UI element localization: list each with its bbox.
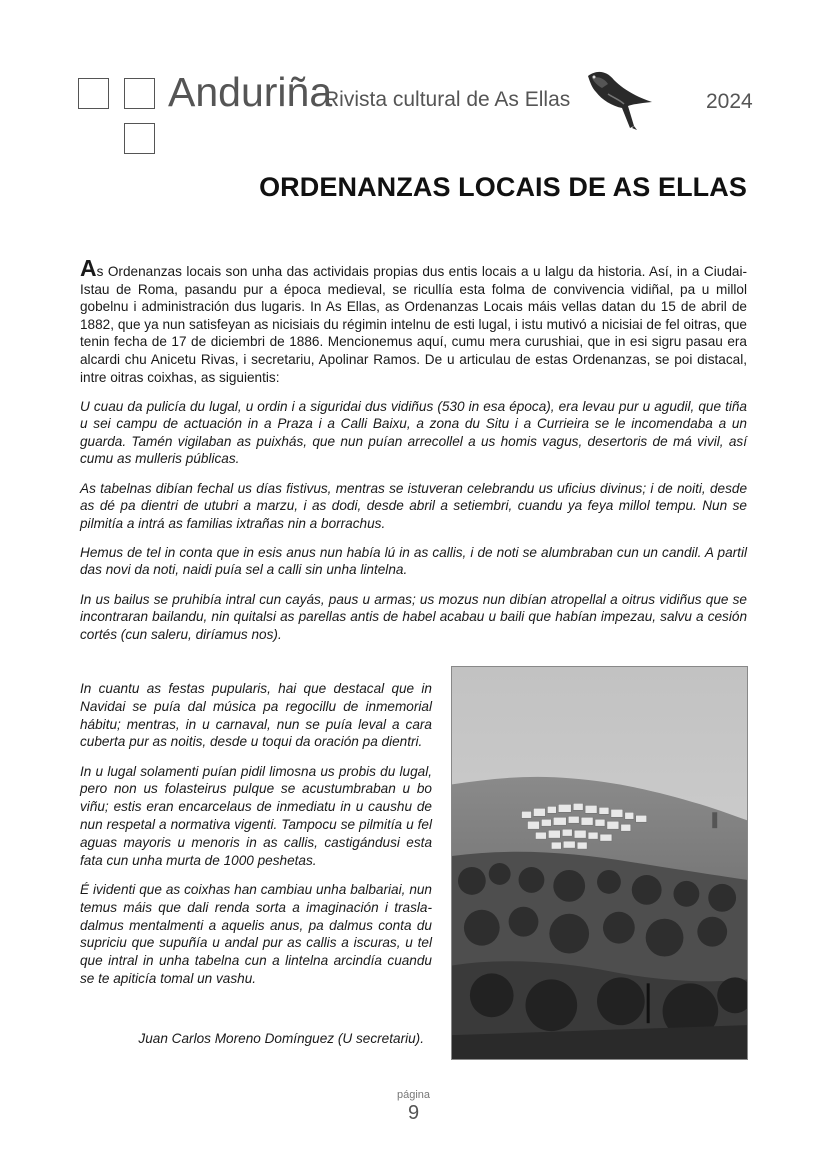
- page-number: 9: [407, 1102, 420, 1124]
- column-paragraph: É ividenti que as coixhas han cambiau unha balbariai, nun temus máis que dali renda sorta a imaginación i trasla-dalmus mentalmenti a aquelis anus, pa dalmus conta du supriciu que supuñía u andal pur as callis a iscuras, u tel que intral in unha tabelna cun a lintelna arcindía cuandu se te apiticía tomal un vashu.: [80, 881, 432, 986]
- intro-text: s Ordenanzas locais son unha das actividais propias dus entis locais a u lalgu da historia. Así, in a Ciudai-Istau de Roma, pasandu pur a época medieval, se ricullía esta folma de convivencia vidiñal, pa u millol gobelnu i administración dus lugaris. In As Ellas, as Ordenanzas Locais máis vellas datan du 15 de abril de 1882, que ya nun satisfeyan as nicisiais du régimin intelnu de esti lugal, i istu mutivó a nicisiai de fel oitras, que tenin fecha de 17 de diciembri de 1886. Mencionemus aquí, cumu mera curushiai, que in esi sigru pasau era alcardi chu Anicetu Rivas, i secretariu, Apolinar Ramos. De u articulau de estas Ordenanzas, se poi distacal, intre oitras coixhas, as siguientis:: [80, 264, 747, 385]
- column-paragraph: In cuantu as festas pupularis, hai que destacal que in Navidai se puía dal música pa regocillu de inmemorial hábitu; mentras, in u carnaval, nun se puía leval a cara cuberta pur as noitis, desde u toqui da oración pa dientri.: [80, 681, 432, 750]
- author-signature: Juan Carlos Moreno Domínguez (U secretariu).: [138, 1031, 424, 1046]
- header-square-3: [124, 123, 155, 154]
- magazine-subtitle: Rivista cultural de As Ellas: [324, 88, 571, 111]
- drop-cap: A: [80, 255, 97, 281]
- intro-paragraph: [80, 257, 747, 386]
- swallow-bird-icon: [582, 66, 658, 132]
- article-body: [80, 257, 747, 655]
- column-paragraph: In u lugal solamenti puían pidil limosna us probis du lugal, pero non us folasteirus pulque se acustumbraban u bo viñu; estis eran encarcelaus de inmediatu in u caushu de nun respetal a normativa vigenti. Tampocu se pilmitía u fel aguas mayoris u menoris in as callis, castigándusi esta fata cun unha murta de 1000 peshetas.: [80, 763, 432, 868]
- italic-paragraph: Hemus de tel in conta que in esis anus nun había lú in as callis, i de noti se alumbraban cun un candil. A partil das novi da noti, naidi puía sel a calli sin unha lintelna.: [80, 544, 747, 578]
- header-square-1: [78, 78, 109, 109]
- issue-year: 2024: [706, 90, 753, 113]
- magazine-name: Anduriña: [168, 69, 333, 115]
- header-square-2: [124, 78, 155, 109]
- page-label: página: [396, 1089, 431, 1101]
- italic-paragraph: As tabelnas dibían fechal us días fistivus, mentras se istuveran celebrandu us uficius divinus; i de noiti, desde as dé pa dientri de utubri a marzu, i as dodi, desde abril a setiembri, cuandu ya feya millol tempu. Nun se pilmitía a intrá as familias ixtrañas nin a borrachus.: [80, 480, 747, 531]
- italic-paragraph: In us bailus se pruhibía intral cun cayás, paus u armas; us mozus nun dibían atropellal a oitrus vidiñus que se incontraran bailandu, nin quitalsi as parellas antis de habel acabau u baili que habían impezau, salvu a cesión cortés (cun saleru, diríamus nos).: [80, 591, 747, 642]
- village-photo: [451, 666, 748, 1060]
- article-title: ORDENANZAS LOCAIS DE AS ELLAS: [259, 172, 747, 202]
- left-column: [80, 680, 432, 999]
- italic-paragraph: U cuau da pulicía du lugal, u ordin i a siguridai dus vidiñus (530 in esa época), era levau pur u agudil, que tiña u sei campu de actuación in a Praza i a Calli Baixu, a zona du Situ i a Currieira se le incomendaba a un guarda. Tamén vigilaban as puixhás, que nun puían arrecollel a us homis vagus, desertoris de má vivil, así cumu as mulleris públicas.: [80, 398, 747, 467]
